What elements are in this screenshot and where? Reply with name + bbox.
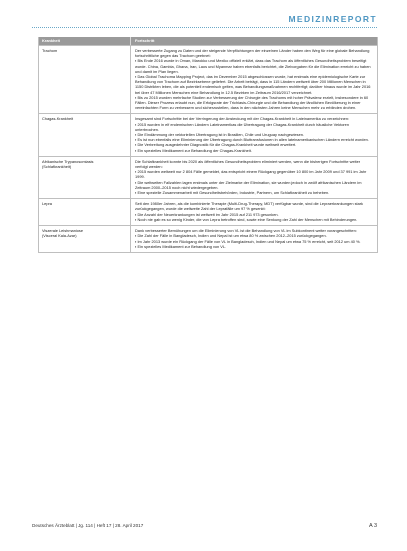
- header-divider: [32, 27, 377, 28]
- progress-paragraph: Insgesamt sind Fortschritte bei der Verringerung der Ansteckung mit der Chagas-Krankheit in Lateinamerika zu verzeichnen:: [135, 116, 350, 122]
- progress-bullet: ▪ Im Jahr 2013 wurde ein Rückgang der Fälle von VL in Bangladesch, Indien und Nepal um etwa 75 % erreicht, seit 2012 um 40 %.: [135, 238, 361, 244]
- table-row: [39, 225, 377, 252]
- progress-bullet: ▪ Ein spezielles Medikament zur Behandlung von VL.: [135, 243, 227, 249]
- table-row: [39, 45, 377, 113]
- progress-bullet: ▪ Das Global Trachoma Mapping Project, das im Dezember 2015 abgeschlossen wurde, hat erstmals eine epidemiologische Karte zur Behandlung von Trachom auf Bezirksebene geliefert. Die Arbeit beträgt, dass in 115 Ländern weltweit über 200 Millionen Menschen in 1150 Distrikten leben, die als potentiell endemisch gelten, was Behandlungsmaßnahmen rechtfertigt; darüber hinaus wurde im Jahr 2016 bei über 47 Millionen Menschen eine Behandlung in 12.5 Bezirken im Zeitraum 2016/2017 verzeichnet.: [135, 74, 371, 95]
- table-row: [39, 156, 377, 198]
- table-row: [39, 113, 377, 155]
- progress-bullet: ▪ Die Verbreitung ausgedehnter Diagnostik für die Chagas-Krankheit wurde weltweit erweitert.: [135, 142, 297, 148]
- disease-name: Afrikanische Trypanosomiasis (Schlafkrankheit): [39, 157, 131, 198]
- progress-bullet: ▪ Eine spezielle Zusammenarbeit mit Gesundheitsbehörden, Industrie, Partnern, um Schlafkrankheit zu beheben.: [135, 190, 330, 196]
- disease-name: Chagas-Krankheit: [39, 114, 131, 155]
- progress-text: [131, 226, 377, 252]
- table-row: [39, 198, 377, 225]
- progress-bullet: ▪ Die weltweiten Fallzahlen lagen erstmals unter der Zielmarke der Elimination, sie wurden jedoch in zwölf afrikanischen Ländern im Zeitraum 2000–2015 noch nicht wiedergegeben.: [135, 179, 362, 190]
- progress-bullet: ▪ Die Anzahl der Neuerkrankungen ist weltweit im Jahr 2015 auf 211 973 gesunken.: [135, 211, 279, 217]
- progress-paragraph: Die Schlafkrankheit konnte bis 2020 als öffentliches Gesundheitsproblem eliminiert werden, wenn die bisherigen Fortschritte weiter verfolgt werden:: [135, 158, 361, 170]
- progress-bullet: ▪ Die Eindämmung der vektoriellen Übertragung ist in Brasilien, Chile und Uruguay nachgewiesen.: [135, 132, 304, 138]
- progress-bullet: ▪ Noch nie gab es so wenig Kinder, die von Lepra betroffen sind, sowie eine Senkung der Zahl der Menschen mit Behinderungen.: [135, 216, 358, 222]
- column-header-progress: Fortschritt: [135, 38, 155, 44]
- progress-bullet: ▪ Die Zahl der Fälle in Bangladesch, Indien und Nepal ist um etwa 80 % zwischen 2012–2015 zurückgegangen.: [135, 233, 327, 239]
- progress-bullet: ▪ 2015 wurden weltweit nur 2 804 Fälle gemeldet, das entspricht einem Rückgang gegenüber 10 800 im Jahr 2009 und 37 991 im Jahr 1999.: [135, 169, 367, 180]
- disease-progress-table: [38, 37, 378, 253]
- disease-name: Trachom: [39, 46, 131, 113]
- progress-paragraph: Seit den 1980er Jahren, als die kombinierte Therapie (Multi-Drug-Therapy, MDT) verfügbar wurde, sind die Lepraerkrankungen stark zurückgegangen, wurde die weltweite Zahl der Leprafälle um 97 % gesenkt:: [135, 201, 364, 212]
- progress-bullet: ▪ Ein spezielles Medikament zur Behandlung der Chagas-Krankheit.: [135, 147, 252, 153]
- progress-bullet: ▪ Es ist nun ebenfalls eine Eliminierung der Übertragung durch Bluttransfusionen in allen lateinamerikanischen Ländern erreicht worden.: [135, 137, 369, 143]
- journal-citation: Deutsches Ärzteblatt | Jg. 114 | Heft 17 | 28. April 2017: [32, 523, 144, 528]
- progress-text: [131, 46, 377, 113]
- progress-paragraph: Dank verbesserter Bemühungen um die Eliminierung von VL ist die Behandlung von VL im Subkontinent weiter vorangeschritten:: [135, 228, 357, 234]
- column-header-disease: Krankheit: [39, 37, 131, 44]
- table-header-row: [39, 37, 377, 45]
- page-number: A 3: [369, 523, 377, 529]
- progress-text: [131, 157, 377, 198]
- progress-text: [131, 199, 377, 225]
- progress-text: [131, 114, 377, 155]
- progress-bullet: ▪ Bis zu 2015 wurden mehrfache Studien zur Verbesserung der Chirurgie des Trachoms mit hoher Prävalenz erzielt, insbesondere in 60 Fällen. Dieser Prozess erlaubt nun, die Erfolgsrate der Trichiasis-Chirurgie und die Behandlung der ländlichen Bevölkerung in einer vereinfachten Form zu verbessern und sicherzustellen, dass in den nächsten Jahren keine Menschen mehr zu erblinden drohen.: [135, 94, 369, 111]
- disease-name: Lepra: [39, 199, 131, 225]
- progress-bullet: ▪ Bis Ende 2016 wurde in Oman, Marokko und Mexiko offiziell erklärt, dass das Trachom als öffentliches Gesundheitsproblem beseitigt wurde. China, Gambia, Ghana, Iran, Laos und Myanmar haben ebenfalls berichtet, die Zielvorgaben für die Elimination erreicht zu haben und damit im Plan liegen.: [135, 58, 371, 74]
- disease-name: Viszerale Leishmaniose (Visceral Kala-Azar): [39, 226, 131, 252]
- progress-bullet: ▪ 2015 wurden in elf endemischen Ländern Lateinamerikas die Übertragung der Chagas-Krankheit durch häusliche Vektoren unterbrochen.: [135, 121, 349, 132]
- report-section-title: MEDIZINREPORT: [288, 14, 377, 24]
- progress-paragraph: Der verbesserte Zugang zu Daten und der steigende Verpflichtungen der einzelnen Länder haben den Weg für eine globale Behandlung fortschrittliche gegen das Trachom geebnet:: [135, 48, 370, 59]
